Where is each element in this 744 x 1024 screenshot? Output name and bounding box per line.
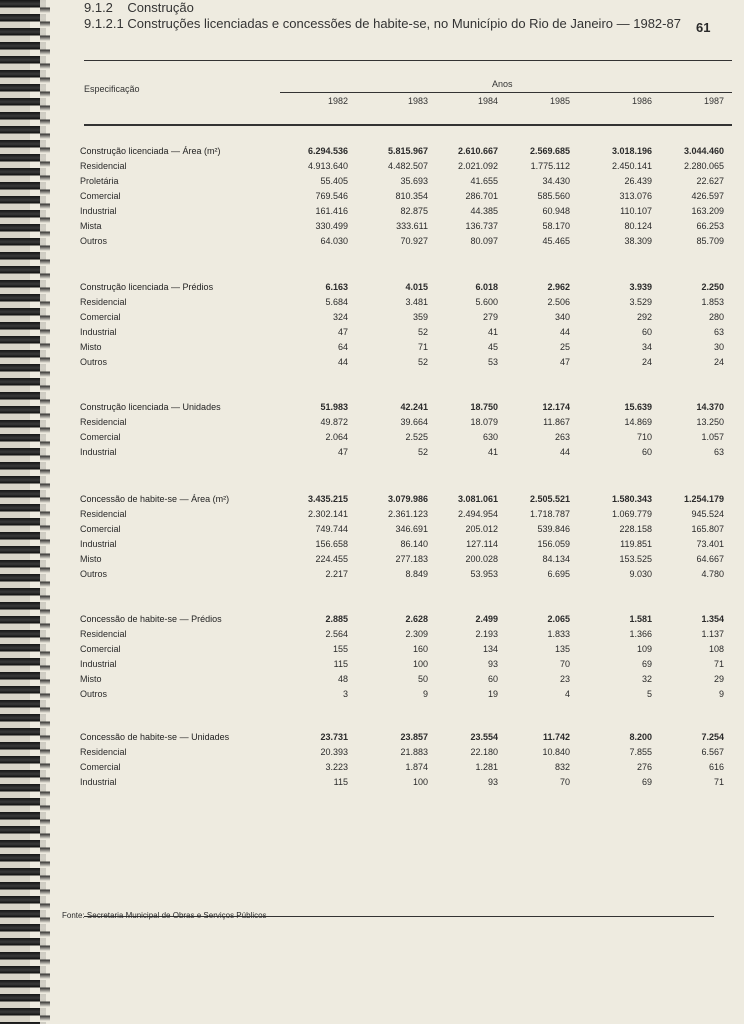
value-cell: 426.597 — [691, 191, 724, 201]
value-cell: 115 — [333, 777, 348, 787]
anos-column-header: Anos — [492, 79, 513, 89]
total-cell: 42.241 — [400, 402, 428, 412]
value-cell: 44 — [559, 447, 570, 457]
value-cell: 340 — [554, 312, 570, 322]
value-cell: 69 — [641, 777, 652, 787]
value-cell: 70 — [559, 777, 570, 787]
value-cell: 1.057 — [701, 432, 724, 442]
total-cell: 8.200 — [629, 732, 652, 742]
total-cell: 1.354 — [701, 614, 724, 624]
value-cell: 53 — [487, 357, 498, 367]
value-cell: 14.869 — [624, 417, 652, 427]
value-cell: 3.481 — [405, 297, 428, 307]
value-cell: 5.684 — [325, 297, 348, 307]
row-label: Misto — [80, 342, 102, 352]
row-label: Outros — [80, 357, 108, 367]
value-cell: 4.780 — [701, 569, 724, 579]
value-cell: 47 — [337, 447, 348, 457]
total-cell: 51.983 — [320, 402, 348, 412]
value-cell: 41.655 — [470, 176, 498, 186]
value-cell: 119.851 — [620, 539, 652, 549]
value-cell: 2.280.065 — [683, 161, 724, 171]
value-cell: 13.250 — [696, 417, 724, 427]
value-cell: 330.499 — [315, 221, 348, 231]
year-header: 1985 — [549, 96, 570, 106]
value-cell: 60 — [641, 447, 652, 457]
total-cell: 2.065 — [547, 614, 570, 624]
header-bottom-rule — [84, 124, 732, 126]
value-cell: 53.953 — [470, 569, 498, 579]
value-cell: 205.012 — [465, 524, 498, 534]
row-label: Comercial — [80, 432, 121, 442]
value-cell: 34 — [641, 342, 652, 352]
value-cell: 4.913.640 — [307, 161, 348, 171]
row-label: Residencial — [80, 417, 127, 427]
value-cell: 66.253 — [696, 221, 724, 231]
row-label: Comercial — [80, 644, 121, 654]
value-cell: 64 — [337, 342, 348, 352]
total-cell: 6.018 — [475, 282, 498, 292]
row-label: Industrial — [80, 327, 117, 337]
year-header: 1982 — [327, 96, 348, 106]
value-cell: 45 — [487, 342, 498, 352]
value-cell: 6.695 — [547, 569, 570, 579]
value-cell: 292 — [636, 312, 652, 322]
subsection-title: Construções licenciadas e concessões de habite-se, no Município do Rio de Janeiro — 1982-87 — [127, 16, 681, 31]
row-label: Comercial — [80, 762, 121, 772]
section-title: Concessão de habite-se — Prédios — [80, 614, 222, 624]
value-cell: 44 — [559, 327, 570, 337]
row-label: Residencial — [80, 509, 127, 519]
row-label: Industrial — [80, 659, 117, 669]
subsection-heading — [84, 16, 681, 31]
value-cell: 2.309 — [405, 629, 428, 639]
value-cell: 153.525 — [619, 554, 652, 564]
value-cell: 100 — [412, 659, 428, 669]
total-cell: 23.554 — [470, 732, 498, 742]
value-cell: 286.701 — [465, 191, 498, 201]
value-cell: 135 — [554, 644, 570, 654]
value-cell: 156.059 — [537, 539, 570, 549]
total-cell: 23.731 — [320, 732, 348, 742]
value-cell: 45.465 — [542, 236, 570, 246]
value-cell: 165.807 — [691, 524, 724, 534]
value-cell: 9 — [422, 689, 428, 699]
value-cell: 85.709 — [696, 236, 724, 246]
total-cell: 1.581 — [629, 614, 652, 624]
value-cell: 23 — [559, 674, 570, 684]
value-cell: 630 — [482, 432, 498, 442]
value-cell: 100 — [412, 777, 428, 787]
value-cell: 49.872 — [320, 417, 348, 427]
value-cell: 769.546 — [315, 191, 348, 201]
value-cell: 163.209 — [691, 206, 724, 216]
value-cell: 20.393 — [320, 747, 348, 757]
value-cell: 60.948 — [542, 206, 570, 216]
value-cell: 263 — [554, 432, 570, 442]
row-label: Misto — [80, 674, 102, 684]
total-cell: 3.044.460 — [683, 146, 724, 156]
total-cell: 1.254.179 — [683, 494, 724, 504]
total-cell: 1.580.343 — [611, 494, 652, 504]
value-cell: 4 — [564, 689, 570, 699]
value-cell: 110.107 — [620, 206, 652, 216]
value-cell: 6.567 — [701, 747, 724, 757]
value-cell: 115 — [333, 659, 348, 669]
value-cell: 200.028 — [465, 554, 498, 564]
value-cell: 4.482.507 — [387, 161, 428, 171]
row-label: Proletária — [80, 176, 119, 186]
value-cell: 32 — [641, 674, 652, 684]
value-cell: 585.560 — [537, 191, 570, 201]
value-cell: 2.506 — [547, 297, 570, 307]
value-cell: 276 — [636, 762, 652, 772]
value-cell: 58.170 — [542, 221, 570, 231]
value-cell: 8.849 — [405, 569, 428, 579]
total-cell: 15.639 — [624, 402, 652, 412]
year-header: 1987 — [703, 96, 724, 106]
value-cell: 34.430 — [542, 176, 570, 186]
value-cell: 52 — [417, 447, 428, 457]
total-cell: 6.294.536 — [307, 146, 348, 156]
value-cell: 35.693 — [400, 176, 428, 186]
section-title: Construção licenciada — Prédios — [80, 282, 214, 292]
value-cell: 109 — [636, 644, 652, 654]
value-cell: 82.875 — [400, 206, 428, 216]
value-cell: 155 — [332, 644, 348, 654]
value-cell: 41 — [487, 447, 498, 457]
value-cell: 277.183 — [395, 554, 428, 564]
total-cell: 14.370 — [696, 402, 724, 412]
section-title: Construção licenciada — Unidades — [80, 402, 221, 412]
section-title: Concessão de habite-se — Área (m²) — [80, 494, 230, 504]
value-cell: 73.401 — [696, 539, 724, 549]
section-title: Construção licenciada — Área (m²) — [80, 146, 221, 156]
value-cell: 52 — [417, 357, 428, 367]
row-label: Industrial — [80, 206, 117, 216]
total-cell: 6.163 — [325, 282, 348, 292]
spiral-binding-holes — [40, 0, 50, 1024]
value-cell: 84.134 — [542, 554, 570, 564]
section-number: 9.1.2 — [84, 0, 113, 15]
value-cell: 1.281 — [475, 762, 498, 772]
total-cell: 2.499 — [475, 614, 498, 624]
value-cell: 2.564 — [325, 629, 348, 639]
value-cell: 93 — [487, 659, 498, 669]
value-cell: 134 — [482, 644, 498, 654]
section-heading — [84, 0, 194, 15]
total-cell: 3.079.986 — [387, 494, 428, 504]
row-label: Mista — [80, 221, 102, 231]
value-cell: 64.030 — [320, 236, 348, 246]
total-cell: 3.018.196 — [611, 146, 652, 156]
value-cell: 161.416 — [315, 206, 348, 216]
value-cell: 63 — [713, 327, 724, 337]
value-cell: 945.524 — [691, 509, 724, 519]
value-cell: 2.494.954 — [457, 509, 498, 519]
value-cell: 9 — [718, 689, 724, 699]
row-label: Industrial — [80, 447, 117, 457]
value-cell: 25 — [559, 342, 570, 352]
value-cell: 55.405 — [320, 176, 348, 186]
value-cell: 127.114 — [466, 539, 498, 549]
value-cell: 2.525 — [405, 432, 428, 442]
section-title: Concessão de habite-se — Unidades — [80, 732, 230, 742]
value-cell: 313.076 — [619, 191, 652, 201]
value-cell: 71 — [713, 777, 724, 787]
value-cell: 39.664 — [400, 417, 428, 427]
value-cell: 7.855 — [629, 747, 652, 757]
value-cell: 29 — [713, 674, 724, 684]
total-cell: 4.015 — [405, 282, 428, 292]
value-cell: 50 — [417, 674, 428, 684]
value-cell: 70 — [559, 659, 570, 669]
value-cell: 1.366 — [629, 629, 652, 639]
value-cell: 60 — [487, 674, 498, 684]
value-cell: 2.217 — [325, 569, 348, 579]
value-cell: 30 — [713, 342, 724, 352]
value-cell: 156.658 — [315, 539, 348, 549]
value-cell: 1.069.779 — [611, 509, 652, 519]
value-cell: 47 — [337, 327, 348, 337]
value-cell: 2.361.123 — [387, 509, 428, 519]
row-label: Industrial — [80, 777, 117, 787]
value-cell: 26.439 — [624, 176, 652, 186]
total-cell: 3.081.061 — [457, 494, 498, 504]
value-cell: 359 — [412, 312, 428, 322]
row-label: Residencial — [80, 297, 127, 307]
value-cell: 69 — [641, 659, 652, 669]
total-cell: 2.962 — [547, 282, 570, 292]
row-label: Residencial — [80, 161, 127, 171]
value-cell: 21.883 — [400, 747, 428, 757]
year-header: 1984 — [477, 96, 498, 106]
value-cell: 539.846 — [537, 524, 570, 534]
value-cell: 228.158 — [619, 524, 652, 534]
value-cell: 333.611 — [396, 221, 428, 231]
total-cell: 5.815.967 — [387, 146, 428, 156]
value-cell: 41 — [487, 327, 498, 337]
value-cell: 86.140 — [400, 539, 428, 549]
total-cell: 12.174 — [542, 402, 570, 412]
spec-column-header: Especificação — [84, 84, 140, 94]
value-cell: 48 — [337, 674, 348, 684]
value-cell: 93 — [487, 777, 498, 787]
value-cell: 160 — [412, 644, 428, 654]
value-cell: 64.667 — [696, 554, 724, 564]
value-cell: 346.691 — [395, 524, 428, 534]
total-cell: 2.885 — [325, 614, 348, 624]
value-cell: 616 — [708, 762, 724, 772]
value-cell: 224.455 — [315, 554, 348, 564]
value-cell: 3 — [342, 689, 348, 699]
total-cell: 23.857 — [400, 732, 428, 742]
row-label: Outros — [80, 236, 108, 246]
value-cell: 71 — [417, 342, 428, 352]
row-label: Residencial — [80, 629, 127, 639]
row-label: Outros — [80, 569, 108, 579]
value-cell: 11.867 — [543, 417, 570, 427]
year-header: 1986 — [631, 96, 652, 106]
value-cell: 108 — [708, 644, 724, 654]
value-cell: 63 — [713, 447, 724, 457]
total-cell: 2.628 — [405, 614, 428, 624]
total-cell: 18.750 — [470, 402, 498, 412]
total-cell: 3.435.215 — [307, 494, 348, 504]
value-cell: 10.840 — [542, 747, 570, 757]
value-cell: 47 — [559, 357, 570, 367]
page-number: 61 — [696, 20, 711, 35]
value-cell: 2.193 — [475, 629, 498, 639]
row-label: Residencial — [80, 747, 127, 757]
years-rule — [280, 92, 732, 93]
value-cell: 38.309 — [624, 236, 652, 246]
value-cell: 3.223 — [325, 762, 348, 772]
value-cell: 280 — [708, 312, 724, 322]
value-cell: 5.600 — [475, 297, 498, 307]
value-cell: 44 — [337, 357, 348, 367]
value-cell: 832 — [554, 762, 570, 772]
value-cell: 70.927 — [400, 236, 428, 246]
value-cell: 2.064 — [325, 432, 348, 442]
total-cell: 2.250 — [701, 282, 724, 292]
value-cell: 52 — [417, 327, 428, 337]
row-label: Outros — [80, 689, 108, 699]
value-cell: 2.450.141 — [611, 161, 652, 171]
value-cell: 18.079 — [470, 417, 498, 427]
subsection-number: 9.1.2.1 — [84, 16, 124, 31]
total-cell: 2.505.521 — [529, 494, 570, 504]
value-cell: 279 — [482, 312, 498, 322]
value-cell: 1.853 — [701, 297, 724, 307]
table-top-rule — [84, 60, 732, 61]
value-cell: 60 — [641, 327, 652, 337]
value-cell: 80.097 — [470, 236, 498, 246]
total-cell: 7.254 — [701, 732, 724, 742]
value-cell: 1.718.787 — [529, 509, 570, 519]
year-header: 1983 — [407, 96, 428, 106]
row-label: Industrial — [80, 539, 117, 549]
value-cell: 24 — [713, 357, 724, 367]
value-cell: 71 — [713, 659, 724, 669]
value-cell: 810.354 — [395, 191, 428, 201]
value-cell: 80.124 — [624, 221, 652, 231]
value-cell: 136.737 — [465, 221, 498, 231]
value-cell: 1.833 — [547, 629, 570, 639]
section-title: Construção — [127, 0, 194, 15]
row-label: Comercial — [80, 191, 121, 201]
value-cell: 1.874 — [405, 762, 428, 772]
value-cell: 749.744 — [315, 524, 348, 534]
value-cell: 22.627 — [696, 176, 724, 186]
row-label: Misto — [80, 554, 102, 564]
value-cell: 1.137 — [701, 629, 724, 639]
value-cell: 3.529 — [629, 297, 652, 307]
row-label: Comercial — [80, 524, 121, 534]
total-cell: 3.939 — [629, 282, 652, 292]
value-cell: 2.302.141 — [307, 509, 348, 519]
value-cell: 9.030 — [629, 569, 652, 579]
total-cell: 2.569.685 — [529, 146, 570, 156]
value-cell: 324 — [332, 312, 348, 322]
value-cell: 2.021.092 — [457, 161, 498, 171]
value-cell: 22.180 — [470, 747, 498, 757]
source-note: Fonte: Secretaria Municipal de Obras e Serviços Públicos — [62, 911, 267, 920]
total-cell: 2.610.667 — [457, 146, 498, 156]
total-cell: 11.742 — [542, 732, 570, 742]
value-cell: 44.385 — [470, 206, 498, 216]
row-label: Comercial — [80, 312, 121, 322]
value-cell: 710 — [636, 432, 652, 442]
value-cell: 5 — [646, 689, 652, 699]
value-cell: 19 — [487, 689, 498, 699]
value-cell: 24 — [641, 357, 652, 367]
value-cell: 1.775.112 — [530, 161, 570, 171]
